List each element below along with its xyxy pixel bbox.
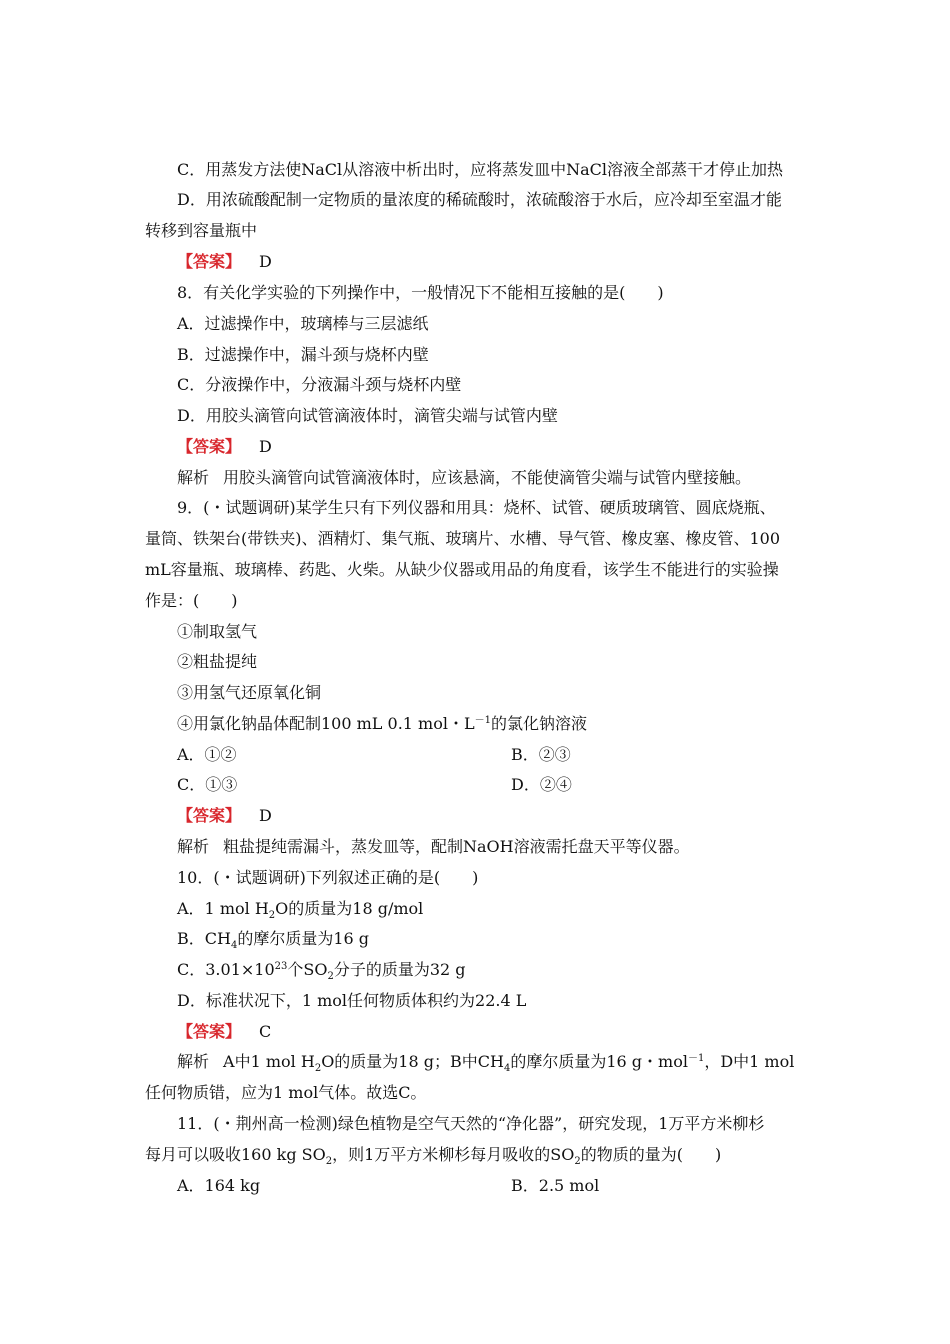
text: A中1 mol H bbox=[223, 1052, 315, 1071]
answer-label: 【答案】 bbox=[177, 252, 242, 271]
text: 每月可以吸收160 kg SO bbox=[145, 1145, 326, 1164]
explanation-label: 解析 bbox=[177, 468, 210, 487]
text: 的摩尔质量为16 g・mol bbox=[510, 1052, 688, 1071]
text: ，D中1 mol bbox=[704, 1052, 795, 1071]
q8-option-d: D．用胶头滴管向试管滴液体时，滴管尖端与试管内壁 bbox=[177, 406, 558, 425]
subscript: 2 bbox=[327, 971, 334, 982]
q10-option-c bbox=[177, 960, 466, 983]
subscript: 2 bbox=[268, 910, 276, 921]
answer-label: 【答案】 bbox=[177, 437, 242, 456]
q9-explanation bbox=[177, 837, 690, 857]
superscript: －1 bbox=[474, 715, 491, 726]
q9-item-4-text: ④用氯化钠晶体配制100 mL 0.1 mol・L bbox=[177, 714, 475, 733]
q7-option-c: C．用蒸发方法使NaCl从溶液中析出时，应将蒸发皿中NaCl溶液全部蒸干才停止加热 bbox=[177, 160, 784, 179]
q10-answer bbox=[177, 1022, 271, 1042]
q9-option-b: B．②③ bbox=[511, 745, 571, 764]
answer-value: D bbox=[259, 437, 272, 456]
q8-option-c: C．分液操作中，分液漏斗颈与烧杯内壁 bbox=[177, 375, 462, 394]
q7-option-d-cont: 转移到容量瓶中 bbox=[145, 221, 258, 240]
q8-explanation bbox=[177, 468, 751, 488]
subscript: 2 bbox=[314, 1063, 322, 1074]
answer-value: D bbox=[259, 806, 272, 825]
q9-stem-1: 9．(・试题调研)某学生只有下列仪器和用具：烧杯、试管、硬质玻璃管、圆底烧瓶、 bbox=[177, 498, 776, 517]
q8-answer bbox=[177, 437, 272, 457]
answer-label: 【答案】 bbox=[177, 806, 242, 825]
q9-stem-3: mL容量瓶、玻璃棒、药匙、火柴。从缺少仪器或用品的角度看，该学生不能进行的实验操 bbox=[145, 560, 779, 579]
text: O的质量为18 g；B中CH bbox=[321, 1052, 504, 1071]
subscript: 4 bbox=[503, 1063, 511, 1074]
q8-option-b: B．过滤操作中，漏斗颈与烧杯内壁 bbox=[177, 345, 429, 364]
q7-answer bbox=[177, 252, 272, 272]
q9-option-d: D．②④ bbox=[511, 775, 572, 794]
q11-option-a: A．164 kg bbox=[177, 1176, 261, 1195]
q11-option-b: B．2.5 mol bbox=[511, 1176, 600, 1195]
q11-stem-1: 11．(・荆州高一检测)绿色植物是空气天然的“净化器”，研究发现，1万平方米柳杉 bbox=[177, 1114, 765, 1133]
q10-stem: 10．(・试题调研)下列叙述正确的是( ) bbox=[177, 868, 479, 887]
q8-stem: 8．有关化学实验的下列操作中，一般情况下不能相互接触的是( ) bbox=[177, 283, 664, 302]
text: A．1 mol H bbox=[177, 899, 269, 918]
q7-option-d: D．用浓硫酸配制一定物质的量浓度的稀硫酸时，浓硫酸溶于水后，应冷却至室温才能 bbox=[177, 190, 782, 209]
text: B．CH bbox=[177, 929, 231, 948]
superscript: －1 bbox=[687, 1053, 705, 1064]
subscript: 2 bbox=[574, 1156, 581, 1167]
q9-option-c: C．①③ bbox=[177, 775, 238, 794]
q10-explanation-2: 任何物质错，应为1 mol气体。故选C。 bbox=[145, 1083, 427, 1102]
text: C．3.01×10 bbox=[177, 960, 275, 979]
q9-item-4-text-end: 的氯化钠溶液 bbox=[490, 714, 587, 733]
explanation-text: 粗盐提纯需漏斗，蒸发皿等，配制NaOH溶液需托盘天平等仪器。 bbox=[223, 837, 690, 856]
explanation-label: 解析 bbox=[177, 837, 210, 856]
q9-stem-2: 量筒、铁架台(带铁夹)、酒精灯、集气瓶、玻璃片、水槽、导气管、橡皮塞、橡皮管、100 bbox=[145, 529, 781, 548]
explanation-text: 用胶头滴管向试管滴液体时，应该悬滴，不能使滴管尖端与试管内壁接触。 bbox=[223, 468, 752, 487]
q10-option-a bbox=[177, 899, 423, 922]
q9-stem-4: 作是：( ) bbox=[145, 591, 238, 610]
text: 的摩尔质量为16 g bbox=[237, 929, 370, 948]
explanation-label: 解析 bbox=[177, 1052, 210, 1071]
text: 的物质的量为( ) bbox=[580, 1145, 722, 1164]
q9-option-a: A．①② bbox=[177, 745, 237, 764]
q9-item-4 bbox=[177, 714, 587, 737]
q9-item-2: ②粗盐提纯 bbox=[177, 652, 258, 671]
superscript: 23 bbox=[274, 961, 288, 972]
answer-value: D bbox=[259, 252, 272, 271]
q9-item-1: ①制取氢气 bbox=[177, 622, 258, 641]
text: O的质量为18 g/mol bbox=[275, 899, 424, 918]
q9-answer bbox=[177, 806, 272, 826]
answer-value: C bbox=[259, 1022, 272, 1041]
subscript: 4 bbox=[230, 940, 238, 951]
text: 分子的质量为32 g bbox=[333, 960, 466, 979]
q10-option-d: D．标准状况下，1 mol任何物质体积约为22.4 L bbox=[177, 991, 527, 1010]
q9-item-3: ③用氢气还原氧化铜 bbox=[177, 683, 322, 702]
q10-explanation-1 bbox=[177, 1052, 794, 1075]
q8-option-a: A．过滤操作中，玻璃棒与三层滤纸 bbox=[177, 314, 429, 333]
text: 个SO bbox=[287, 960, 328, 979]
q10-option-b bbox=[177, 929, 369, 952]
answer-label: 【答案】 bbox=[177, 1022, 242, 1041]
text: ，则1万平方米柳杉每月吸收的SO bbox=[332, 1145, 575, 1164]
subscript: 2 bbox=[325, 1156, 333, 1167]
q11-stem-2 bbox=[145, 1145, 721, 1168]
